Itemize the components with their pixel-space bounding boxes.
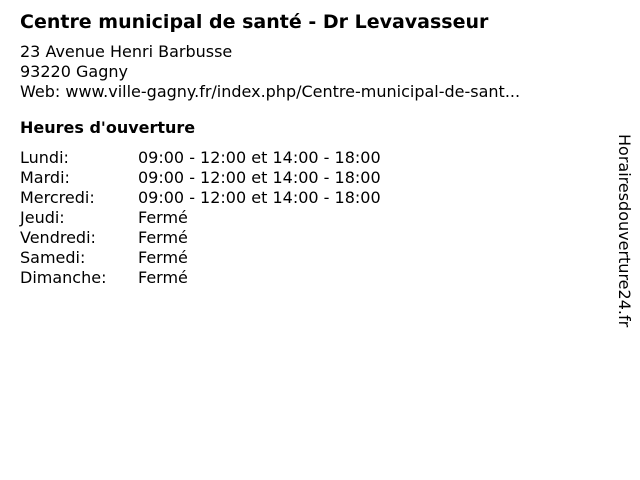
day-label: Jeudi: (20, 208, 65, 227)
day-hours: 09:00 - 12:00 et 14:00 - 18:00 (138, 188, 381, 207)
day-label: Vendredi: (20, 228, 96, 247)
day-hours: Fermé (138, 228, 188, 247)
business-card (20, 10, 600, 288)
day-label: Mercredi: (20, 188, 95, 207)
hours-row-mardi (20, 168, 600, 188)
opening-hours-table (20, 148, 600, 288)
hours-row-vendredi (20, 228, 600, 248)
day-label: Samedi: (20, 248, 86, 267)
hours-row-samedi (20, 248, 600, 268)
hours-row-mercredi (20, 188, 600, 208)
hours-row-lundi (20, 148, 600, 168)
opening-hours-heading: Heures d'ouverture (20, 118, 196, 137)
day-hours: Fermé (138, 248, 188, 267)
day-label: Mardi: (20, 168, 70, 187)
street-address: 23 Avenue Henri Barbusse (20, 42, 233, 61)
business-name: Centre municipal de santé - Dr Levavasseur (20, 11, 489, 33)
day-label: Lundi: (20, 148, 69, 167)
day-label: Dimanche: (20, 268, 107, 287)
hours-row-jeudi (20, 208, 600, 228)
hours-row-dimanche (20, 268, 600, 288)
day-hours: Fermé (138, 268, 188, 287)
day-hours: 09:00 - 12:00 et 14:00 - 18:00 (138, 168, 381, 187)
day-hours: 09:00 - 12:00 et 14:00 - 18:00 (138, 148, 381, 167)
site-watermark: Horairesdouverture24.fr (615, 134, 634, 328)
city-postcode: 93220 Gagny (20, 62, 128, 81)
website-link[interactable]: Web: www.ville-gagny.fr/index.php/Centre-municipal-de-sant... (20, 82, 521, 101)
day-hours: Fermé (138, 208, 188, 227)
